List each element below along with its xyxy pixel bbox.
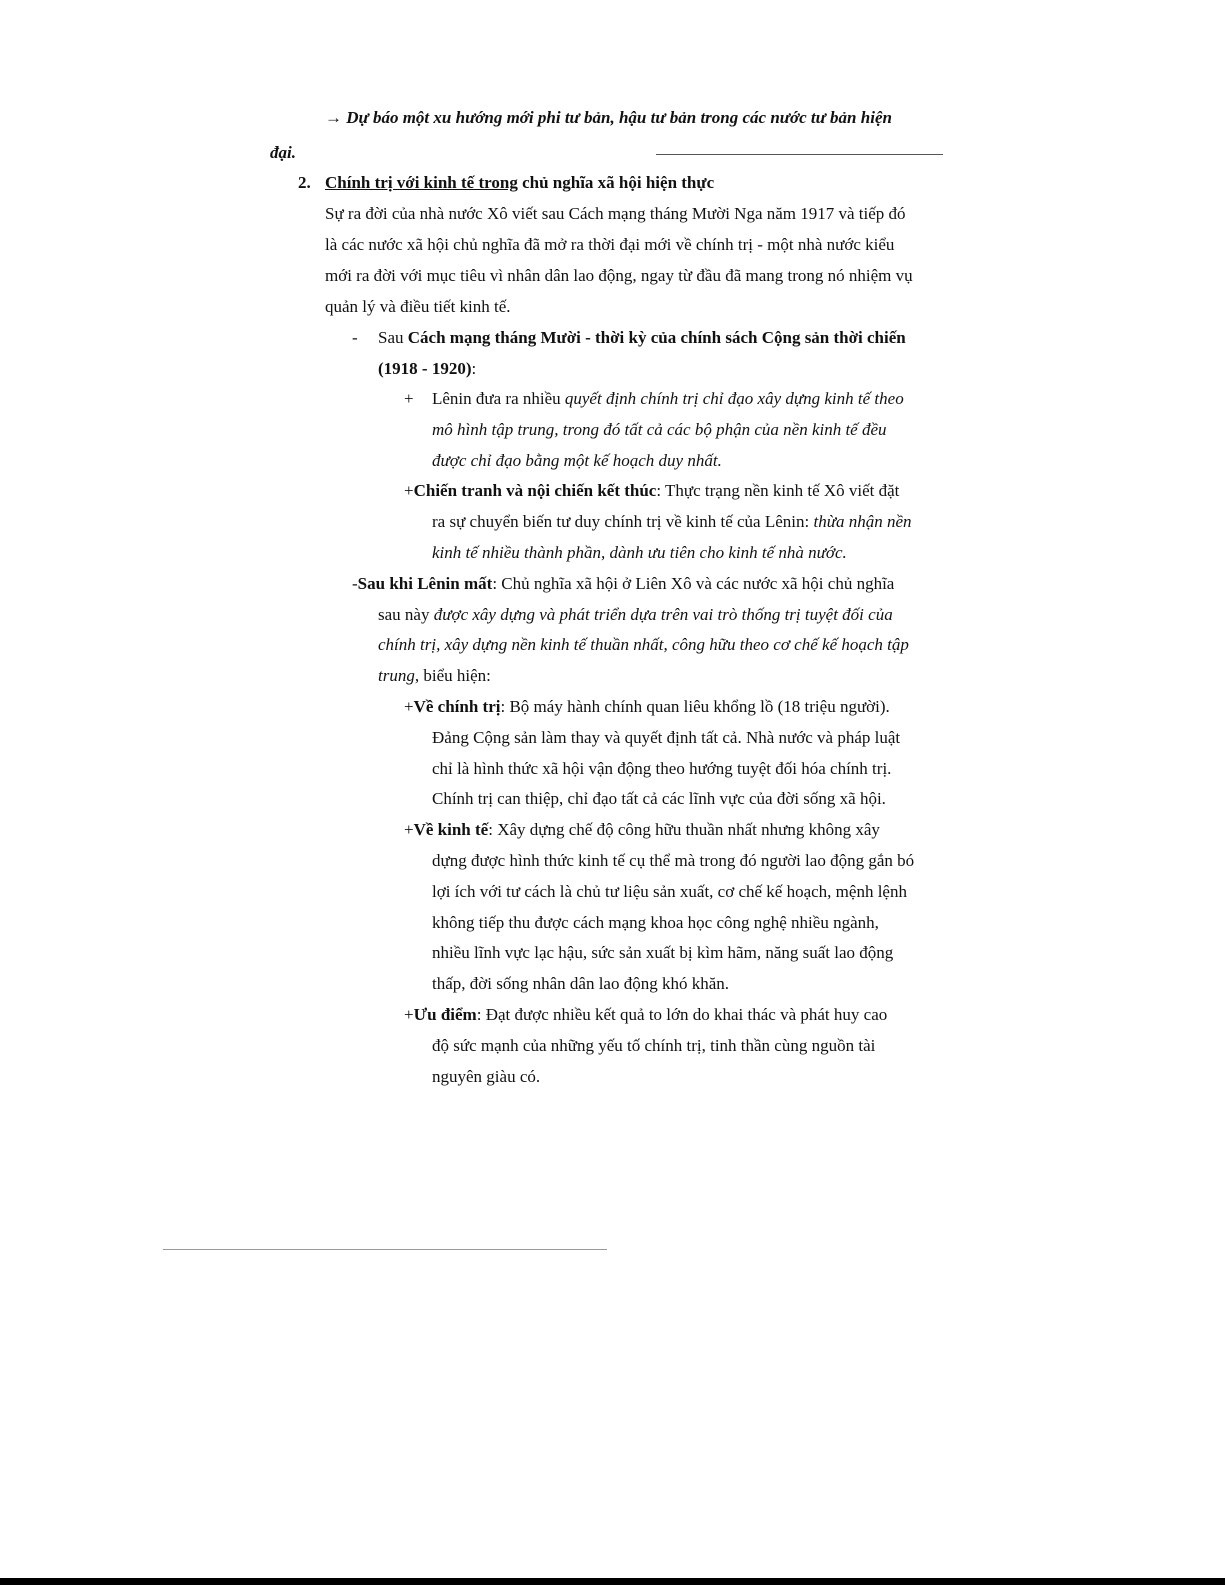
politics-line: Chính trị can thiệp, chỉ đạo tất cả các lĩnh vực của đời sống xã hội.	[432, 789, 886, 808]
plus-marker: +	[404, 389, 414, 408]
advantage-line: nguyên giàu có.	[432, 1067, 541, 1086]
bullet-2-line-3: chính trị, xây dựng nền kinh tế thuần nhất, công hữu theo cơ chế kế hoạch tập	[378, 635, 909, 654]
bullet-2-line-1: -Sau khi Lênin mất: Chủ nghĩa xã hội ở Liên Xô và các nước xã hội chủ nghĩa	[352, 574, 895, 593]
bullet-1-sub-2-line-2: ra sự chuyển biến tư duy chính trị về kinh tế của Lênin: thừa nhận nền	[432, 512, 912, 531]
intro-line-2: đại.	[270, 143, 296, 162]
section-2-title: Chính trị với kinh tế trong chủ nghĩa xã hội hiện thực	[325, 173, 715, 192]
bullet-1-sub-1-line-2: mô hình tập trung, trong đó tất cả các bộ phận của nền kinh tế đều	[432, 420, 887, 439]
intro-line-1: → Dự báo một xu hướng mới phi tư bản, hậu tư bản trong các nước tư bản hiện	[325, 108, 892, 127]
bullet-dash: -	[352, 328, 358, 347]
bullet-1-sub-2-line-1: +Chiến tranh và nội chiến kết thúc: Thực trạng nền kinh tế Xô viết đặt	[404, 481, 900, 500]
economy-line: lợi ích với tư cách là chủ tư liệu sản xuất, cơ chế kế hoạch, mệnh lệnh	[432, 882, 907, 901]
bullet-2-line-2: sau này được xây dựng và phát triển dựa trên vai trò thống trị tuyệt đối của	[378, 605, 893, 624]
section-2-para-line: là các nước xã hội chủ nghĩa đã mở ra thời đại mới về chính trị - một nhà nước kiểu	[325, 235, 895, 254]
bullet-1-line-1: Sau Cách mạng tháng Mười - thời kỳ của chính sách Cộng sản thời chiến	[378, 328, 906, 347]
inline-rule	[656, 154, 943, 155]
politics-line: Đảng Cộng sản làm thay và quyết định tất cả. Nhà nước và pháp luật	[432, 728, 901, 747]
politics-line: chỉ là hình thức xã hội vận động theo hướng tuyệt đối hóa chính trị.	[432, 759, 892, 778]
politics-line-1: +Về chính trị: Bộ máy hành chính quan liêu khổng lồ (18 triệu người).	[404, 697, 890, 716]
bullet-1-line-2: (1918 - 1920):	[378, 359, 477, 378]
bullet-1-sub-1-line-1: Lênin đưa ra nhiều quyết định chính trị chỉ đạo xây dựng kinh tế theo	[432, 389, 904, 408]
section-2-para-line: Sự ra đời của nhà nước Xô viết sau Cách mạng tháng Mười Nga năm 1917 và tiếp đó	[325, 204, 906, 223]
bullet-1-sub-1-line-3: được chỉ đạo bằng một kế hoạch duy nhất.	[432, 451, 722, 470]
economy-line: thấp, đời sống nhân dân lao động khó khăn.	[432, 974, 730, 993]
economy-line: dựng được hình thức kinh tế cụ thể mà trong đó người lao động gắn bó	[432, 851, 915, 870]
page-bottom-edge	[0, 1578, 1225, 1585]
section-2-para-line: mới ra đời với mục tiêu vì nhân dân lao động, ngay từ đầu đã mang trong nó nhiệm vụ	[325, 266, 913, 285]
economy-line: không tiếp thu được cách mạng khoa học công nghệ nhiều ngành,	[432, 913, 879, 932]
arrow-icon: →	[325, 108, 342, 127]
section-2-para-line: quản lý và điều tiết kinh tế.	[325, 297, 511, 316]
advantage-line-1: +Ưu điểm: Đạt được nhiều kết quả to lớn do khai thác và phát huy cao	[404, 1005, 888, 1024]
bullet-2-line-4: trung, biểu hiện:	[378, 666, 491, 685]
footnote-separator	[163, 1249, 607, 1250]
advantage-line: độ sức mạnh của những yếu tố chính trị, tinh thần cùng nguồn tài	[432, 1036, 876, 1055]
economy-line: nhiều lĩnh vực lạc hậu, sức sản xuất bị kìm hãm, năng suất lao động	[432, 943, 894, 962]
bullet-1-sub-2-line-3: kinh tế nhiều thành phần, dành ưu tiên cho kinh tế nhà nước.	[432, 543, 847, 562]
economy-line-1: +Về kinh tế: Xây dựng chế độ công hữu thuần nhất nhưng không xây	[404, 820, 880, 839]
section-2-number: 2.	[298, 173, 311, 192]
